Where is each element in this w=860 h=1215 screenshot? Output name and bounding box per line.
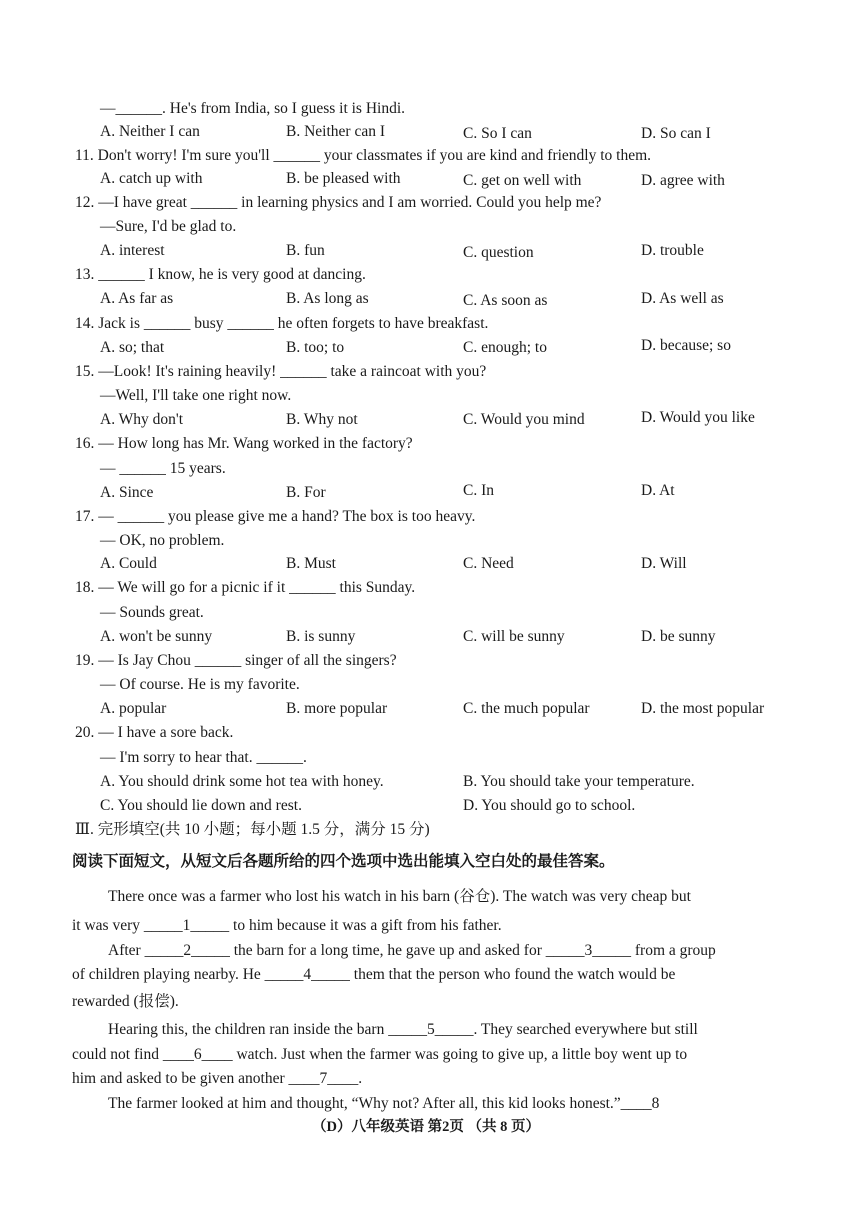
q12-option-a: A. interest — [100, 242, 165, 259]
q15-option-b: B. Why not — [286, 411, 358, 428]
q10-answer-line: —______. He's from India, so I guess it is Hindi. — [100, 100, 406, 117]
q17-option-d: D. Will — [641, 555, 687, 572]
q10-option-d: D. So can I — [641, 125, 711, 142]
q20-option-c: C. You should lie down and rest. — [100, 797, 302, 814]
passage-line-6: Hearing this, the children ran inside the barn _____5_____. They searched everywhere but still — [108, 1021, 698, 1038]
passage-line-4: of children playing nearby. He _____4_____ them that the person who found the watch would be — [72, 966, 676, 983]
q18-option-b: B. is sunny — [286, 628, 356, 645]
q19-stem: 19. — Is Jay Chou ______ singer of all the singers? — [75, 652, 397, 669]
q15-stem: 15. —Look! It's raining heavily! ______ take a raincoat with you? — [75, 363, 487, 380]
q16-option-a: A. Since — [100, 484, 154, 501]
q11-option-c: C. get on well with — [463, 172, 582, 189]
q18-option-d: D. be sunny — [641, 628, 716, 645]
passage-line-1: There once was a farmer who lost his watch in his barn (谷仓). The watch was very cheap but — [108, 888, 691, 905]
q13-option-d: D. As well as — [641, 290, 724, 307]
q14-option-a: A. so; that — [100, 339, 165, 356]
passage-line-3: After _____2_____ the barn for a long time, he gave up and asked for _____3_____ from a group — [108, 942, 716, 959]
q11-option-b: B. be pleased with — [286, 170, 401, 187]
q17-option-b: B. Must — [286, 555, 336, 572]
q16-stem: 16. — How long has Mr. Wang worked in the factory? — [75, 435, 413, 452]
q19-option-a: A. popular — [100, 700, 167, 717]
q14-option-d: D. because; so — [641, 337, 731, 354]
q16-option-c: C. In — [463, 482, 494, 499]
q12-option-d: D. trouble — [641, 242, 704, 259]
q14-stem: 14. Jack is ______ busy ______ he often forgets to have breakfast. — [75, 315, 489, 332]
passage-line-8: him and asked to be given another ____7____. — [72, 1070, 363, 1087]
q18-option-a: A. won't be sunny — [100, 628, 213, 645]
q15-reply: —Well, I'll take one right now. — [100, 387, 292, 404]
q15-option-c: C. Would you mind — [463, 411, 585, 428]
q18-option-c: C. will be sunny — [463, 628, 565, 645]
q10-option-c: C. So I can — [463, 125, 532, 142]
q20-reply: — I'm sorry to hear that. ______. — [100, 749, 307, 766]
q12-reply: —Sure, I'd be glad to. — [100, 218, 237, 235]
page-footer: （D）八年级英语 第2页 （共 8 页） — [312, 1119, 540, 1135]
q19-option-c: C. the much popular — [463, 700, 590, 717]
q19-option-b: B. more popular — [286, 700, 388, 717]
q12-option-c: C. question — [463, 244, 534, 261]
passage-line-9: The farmer looked at him and thought, “Why not? After all, this kid looks honest.”____8 — [108, 1095, 660, 1112]
passage-line-5: rewarded (报偿). — [72, 993, 179, 1010]
q14-option-b: B. too; to — [286, 339, 345, 356]
q17-reply: — OK, no problem. — [100, 532, 225, 549]
q12-stem: 12. —I have great ______ in learning physics and I am worried. Could you help me? — [75, 194, 602, 211]
q19-option-d: D. the most popular — [641, 700, 765, 717]
q20-option-d: D. You should go to school. — [463, 797, 636, 814]
q20-option-a: A. You should drink some hot tea with honey. — [100, 773, 384, 790]
q17-option-a: A. Could — [100, 555, 157, 572]
q17-stem: 17. — ______ you please give me a hand? The box is too heavy. — [75, 508, 476, 525]
passage-line-7: could not find ____6____ watch. Just when the farmer was going to give up, a little boy went up to — [72, 1046, 688, 1063]
q15-option-a: A. Why don't — [100, 411, 184, 428]
q11-stem: 11. Don't worry! I'm sure you'll ______ your classmates if you are kind and friendly to them. — [75, 147, 652, 164]
q13-option-b: B. As long as — [286, 290, 369, 307]
q16-option-d: D. At — [641, 482, 675, 499]
q10-option-b: B. Neither can I — [286, 123, 385, 140]
passage-line-2: it was very _____1_____ to him because it was a gift from his father. — [72, 917, 502, 934]
q15-option-d: D. Would you like — [641, 409, 755, 426]
q12-option-b: B. fun — [286, 242, 325, 259]
q16-reply: — ______ 15 years. — [100, 460, 226, 477]
q18-reply: — Sounds great. — [100, 604, 204, 621]
q10-option-a: A. Neither I can — [100, 123, 200, 140]
q14-option-c: C. enough; to — [463, 339, 547, 356]
q20-stem: 20. — I have a sore back. — [75, 724, 234, 741]
q19-reply: — Of course. He is my favorite. — [100, 676, 300, 693]
q20-option-b: B. You should take your temperature. — [463, 773, 695, 790]
section-heading: Ⅲ. 完形填空(共 10 小题；每小题 1.5 分，满分 15 分) — [75, 821, 430, 838]
q17-option-c: C. Need — [463, 555, 514, 572]
q11-option-d: D. agree with — [641, 172, 725, 189]
q13-stem: 13. ______ I know, he is very good at dancing. — [75, 266, 366, 283]
q16-option-b: B. For — [286, 484, 326, 501]
q18-stem: 18. — We will go for a picnic if it ______ this Sunday. — [75, 579, 416, 596]
q13-option-c: C. As soon as — [463, 292, 548, 309]
q11-option-a: A. catch up with — [100, 170, 203, 187]
q13-option-a: A. As far as — [100, 290, 174, 307]
section-instruction: 阅读下面短文，从短文后各题所给的四个选项中选出能填入空白处的最佳答案。 — [72, 853, 615, 870]
